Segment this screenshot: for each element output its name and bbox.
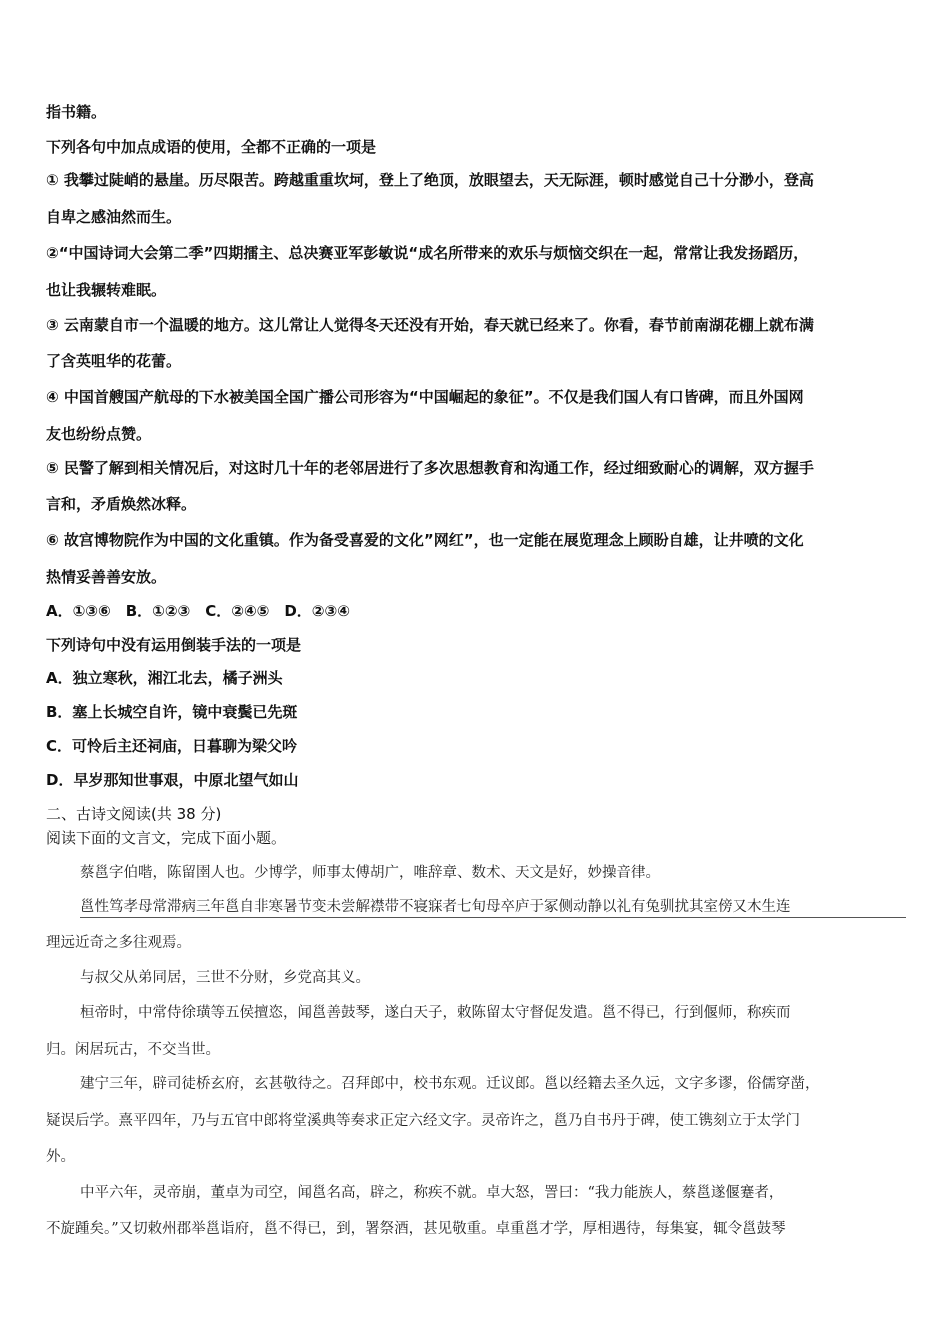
passage-paragraph-5-line-2: 疑误后学。熹平四年，乃与五官中郎将堂溪典等奏求正定六经文字。灵帝许之，邕乃自书丹于碑，使工镌刻立于太学门 <box>46 1113 800 1129</box>
poem-option-c: C．可怜后主还祠庙，日暮聊为梁父吟 <box>46 737 298 755</box>
passage-paragraph-2-line-2 <box>46 931 906 952</box>
idiom-item-5-line-1: ⑤ 民警了解到相关情况后，对这时几十年的老邻居进行了多次思想教育和沟通工作，经过细致耐心的调解，双方握手 <box>46 459 814 477</box>
idiom-item-3-line-1: ③ 云南蒙自市一个温暖的地方。这儿常让人觉得冬天还没有开始，春天就已经来了。你看，春节前南湖花棚上就布满 <box>46 316 814 334</box>
poem-question-stem: 下列诗句中没有运用倒装手法的一项是 <box>46 636 302 654</box>
idiom-item-6-line-1: ⑥ 故宫博物院作为中国的文化重镇。作为备受喜爱的文化”网红”，也一定能在展览理念上顾盼自雄，让井喷的文化 <box>46 531 804 549</box>
passage-paragraph-4-line-1: 桓帝时，中常侍徐璜等五侯擅恣，闻邕善鼓琴，遂白天子，敕陈留太守督促发遣。邕不得已，行到偃师，称疾而 <box>80 1005 791 1021</box>
poem-option-b: B．塞上长城空自许，镜中衰鬓已先斑 <box>46 703 298 721</box>
passage-paragraph-5-line-3: 外。 <box>46 1149 75 1165</box>
passage-paragraph-1: 蔡邕字伯喈，陈留圉人也。少博学，师事太傅胡广，唯辞章、数术、天文是好，妙操音律。 <box>80 865 660 881</box>
poem-option-d: D．早岁那知世事艰，中原北望气如山 <box>46 771 299 789</box>
passage-paragraph-3: 与叔父从弟同居，三世不分财，乡党高其义。 <box>80 970 370 986</box>
passage-paragraph-6-line-1: 中平六年，灵帝崩，董卓为司空，闻邕名高，辟之，称疾不就。卓大怒，詈曰：“我力能族人，蔡邕遂偃蹇者， <box>80 1185 784 1201</box>
underlined-text: 理远近奇之多往观焉。 <box>46 935 191 951</box>
poem-option-a: A．独立寒秋，湘江北去，橘子洲头 <box>46 669 283 687</box>
idiom-item-4-line-2: 友也纷纷点赞。 <box>46 425 152 443</box>
idiom-item-5-line-2: 言和，矛盾焕然冰释。 <box>46 495 197 513</box>
idiom-item-2-line-1: ②“中国诗词大会第二季”四期擂主、总决赛亚军彭敏说“成名所带来的欢乐与烦恼交织在一起，常常让我发扬蹈历， <box>46 244 809 262</box>
idiom-question-stem: 下列各句中加点成语的使用，全都不正确的一项是 <box>46 138 377 156</box>
idiom-answer-options: A．①③⑥ B．①②③ C．②④⑤ D．②③④ <box>46 602 350 620</box>
previous-question-tail: 指书籍。 <box>46 103 107 121</box>
section-heading: 二、古诗文阅读(共 38 分) <box>46 805 222 823</box>
idiom-item-1-line-2: 自卑之感油然而生。 <box>46 208 182 226</box>
section-instruction: 阅读下面的文言文，完成下面小题。 <box>46 829 287 847</box>
idiom-item-3-line-2: 了含英咀华的花蕾。 <box>46 352 182 370</box>
passage-paragraph-2-line-1: 邕性笃孝母常滞病三年邕自非寒暑节变未尝解襟带不寝寐者七旬母卒庐于冢侧动静以礼有兔驯扰其室傍又木生连 <box>80 895 906 918</box>
idiom-item-2-line-2: 也让我辗转难眠。 <box>46 281 167 299</box>
idiom-item-4-line-1: ④ 中国首艘国产航母的下水被美国全国广播公司形容为“中国崛起的象征”。不仅是我们国人有口皆碑，而且外国网 <box>46 388 804 406</box>
idiom-item-6-line-2: 热情妥善善安放。 <box>46 568 167 586</box>
passage-paragraph-4-line-2: 归。闲居玩古，不交当世。 <box>46 1042 220 1058</box>
idiom-item-1-line-1: ① 我攀过陡峭的悬崖。历尽限苦。跨越重重坎坷，登上了绝顶，放眼望去，天无际涯，顿时感觉自己十分渺小，登高 <box>46 171 814 189</box>
passage-paragraph-6-line-2: 不旋踵矣。”又切敕州郡举邕诣府，邕不得已，到，署祭酒，甚见敬重。卓重邕才学，厚相遇待，每集宴，辄令邕鼓琴 <box>46 1221 786 1237</box>
passage-paragraph-5-line-1: 建宁三年，辟司徒桥玄府，玄甚敬待之。召拜郎中，校书东观。迁议郎。邕以经籍去圣久远，文字多谬，俗儒穿凿， <box>80 1076 820 1092</box>
